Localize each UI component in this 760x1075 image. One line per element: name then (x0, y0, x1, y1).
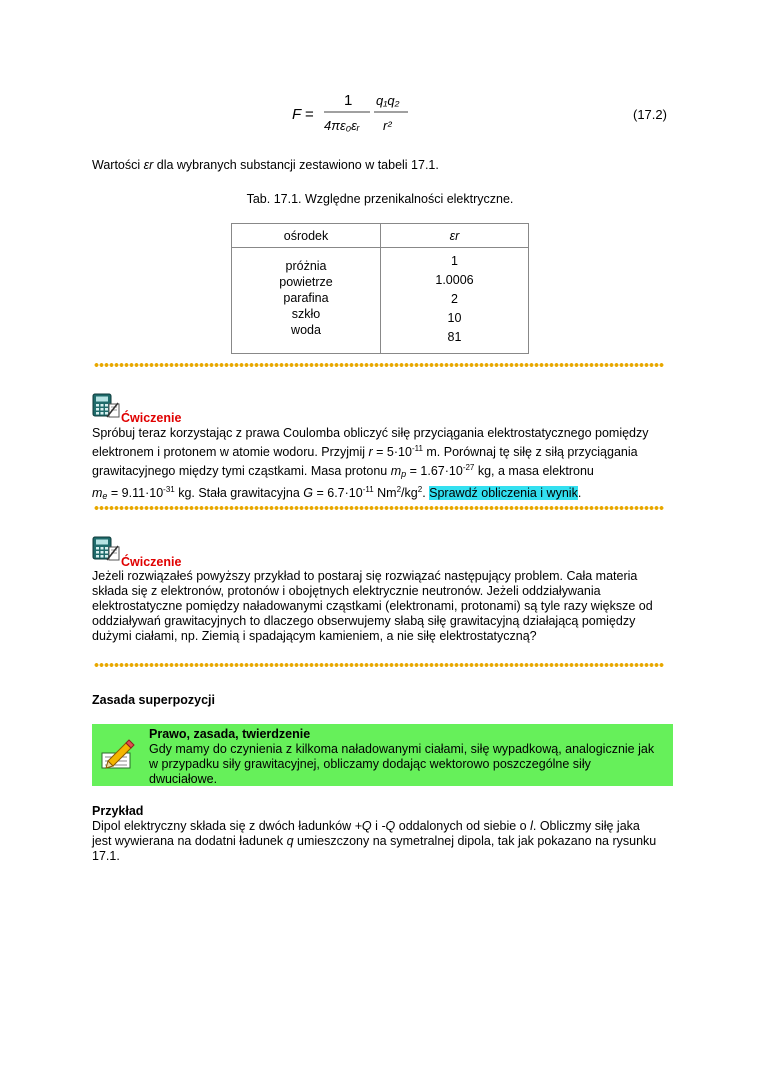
formula-den1: 4πε₀εᵣ (324, 118, 360, 133)
calculator-icon (92, 393, 120, 419)
table-media-cell (232, 248, 381, 354)
example-text: Dipol elektryczny składa się z dwóch ładunków +Q i -Q oddalonych od siebie o l. Obliczmy siłę jaka jest wywierana na dodatni ładunek q umieszczony na symetralnej dipola, tak jak pokazano na rysunku 17.1. (92, 819, 657, 863)
exercise1-text: Spróbuj teraz korzystając z prawa Coulomba obliczyć siłę przyciągania elektrostatycznego pomiędzy elektronem i protonem w atomie wodoru. Przyjmij $r = 5\cdot 10^{-11}$ m. Porównaj tę siłę z siłą przyciągania grawitacyjnego między tymi cząstkami. Masa protonu $m_p = 1.67\cdot 10^{-27}$ kg, a masa elektronu $m_e = 9.11\cdot 10^{-31}$ kg. Stała grawitacyjna $G = 6.7\cdot 10^{-11}$ $Nm^2/kg^2$. Sprawdź obliczenia i wynik. (92, 426, 649, 501)
table-value: 81 (447, 330, 462, 344)
check-results-link[interactable]: Sprawdź obliczenia i wynik (429, 486, 578, 500)
table-value: 2 (451, 292, 458, 306)
formula-lhs: F (292, 106, 302, 123)
law-box (92, 724, 673, 786)
dotted-separator (94, 663, 664, 667)
formula-den2: r² (383, 118, 392, 133)
table-value: 1.0006 (435, 273, 474, 287)
exercise2-text: Jeżeli rozwiązałeś powyższy przykład to postaraj się rozwiązać następujący problem. Cała materia składa się z elektronów, protonów i obojętnych elektrycznie neutronów. Jeżeli oddziaływania elektrostatyczne pomiędzy naładowanymi cząstkami (elektronami, protonami) są tyle razy większe od oddziaływań grawitacyjnych to dlaczego obserwujemy słabą siłę grawitacyjną działającą pomiędzy dużymi ciałami, np. Ziemią i spadającym kamieniem, a nie siłę elektrostatyczną? (92, 569, 653, 643)
table-header-epsilon: εr (381, 224, 529, 248)
permittivity-table (231, 223, 529, 354)
formula-num1: 1 (344, 92, 353, 109)
table-medium: parafina (283, 291, 329, 305)
coulomb-formula (290, 88, 430, 140)
dotted-separator (94, 363, 664, 367)
epsilon-symbol: εr (143, 158, 154, 172)
formula-graphic (290, 88, 430, 140)
pencil-notebook-icon (100, 739, 136, 771)
formula-equals: = (305, 106, 314, 123)
exercise-title: Ćwiczenie (121, 411, 182, 425)
dotted-separator (94, 506, 664, 510)
table-medium: powietrze (279, 275, 333, 289)
table-header-medium: ośrodek (232, 224, 381, 248)
equation-number: (17.2) (633, 107, 667, 122)
calculator-icon (92, 536, 120, 562)
law-text: Prawo, zasada, twierdzenie Gdy mamy do czynienia z kilkoma naładowanymi ciałami, siłę wypadkową, analogicznie jak w przypadku siły grawitacyjnej, obliczamy dodając wektorowo poszczególne siły dwuciałowe. (149, 727, 669, 787)
table-medium: próżnia (285, 259, 327, 273)
table-value: 1 (451, 254, 458, 268)
law-title: Prawo, zasada, twierdzenie (149, 727, 311, 741)
table-caption: Tab. 17.1. Względne przenikalności elektryczne. (246, 192, 514, 206)
exercise-icon (92, 536, 120, 565)
formula-num2: q₁q₂ (376, 93, 400, 108)
intro-text: Wartości εr dla wybranych substancji zestawiono w tabeli 17.1. (92, 158, 439, 172)
table-values-cell (381, 248, 529, 354)
exercise-icon (92, 393, 120, 422)
section-heading: Zasada superpozycji (92, 693, 215, 707)
table-medium: woda (291, 323, 321, 337)
table-value: 10 (447, 311, 462, 325)
table-medium: szkło (291, 307, 321, 321)
example-title: Przykład (92, 804, 144, 818)
exercise-title: Ćwiczenie (121, 555, 182, 569)
